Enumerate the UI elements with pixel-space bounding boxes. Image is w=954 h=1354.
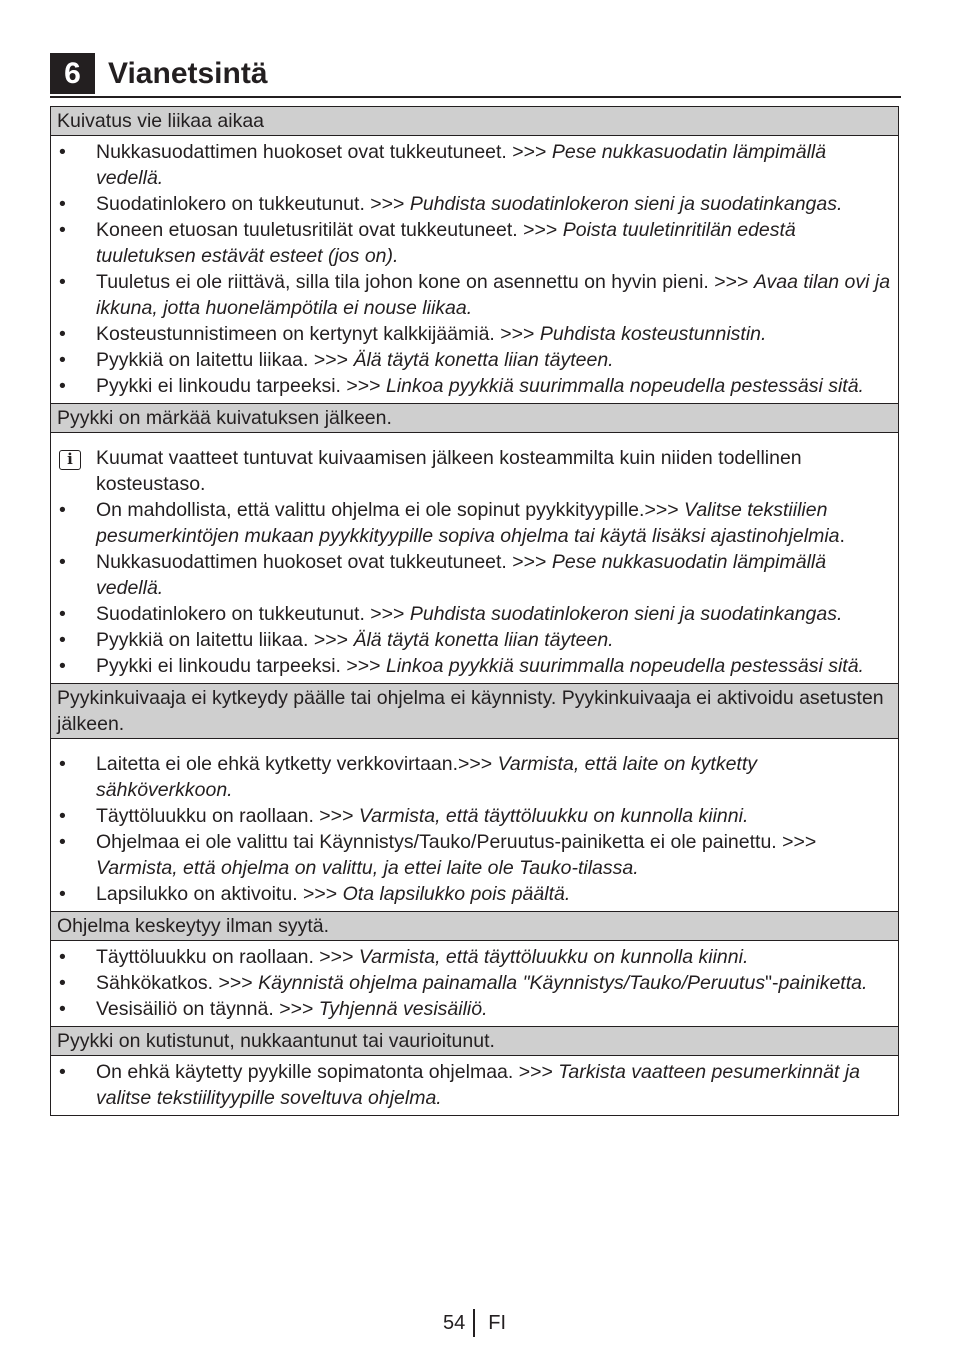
cause-text: Sähkökatkos. >>> [96, 972, 259, 994]
chapter-title: Vianetsintä [108, 57, 268, 90]
remedy-text: Valitse tekstiilien pesumerkintöjen mukaan pyykkityypille sopiva ohjelma tai käytä lisäksi ajastinohjelmia [96, 499, 840, 547]
bullet-marker: • [59, 375, 66, 397]
cause-text: Pyykki ei linkoudu tarpeeksi. >>> [96, 655, 386, 677]
remedy-text: Käynnistä ohjelma painamalla "Käynnistys/Tauko/Peruutus [258, 972, 766, 994]
list-item [57, 191, 892, 217]
cause-text: Laitetta ei ole ehkä kytketty verkkovirtaan.>>> [96, 753, 498, 775]
info-text: Kuumat vaatteet tuntuvat kuivaamisen jälkeen kosteammilta kuin niiden todellinen kosteustaso. [96, 447, 802, 495]
remedy-text: Pese nukkasuodatin lämpimällä vedellä. [96, 551, 827, 599]
remedy-text: Tyhjennä vesisäiliö. [318, 998, 488, 1020]
page-number: 54 [443, 1312, 466, 1334]
cause-text: Pyykkiä on laitettu liikaa. >>> [96, 349, 354, 371]
remedy-text: Poista tuuletinritilän edestä tuuletuksen estävät esteet (jos on). [96, 219, 796, 267]
list-item [57, 497, 892, 549]
list-item [57, 1059, 892, 1111]
cause-text: Koneen etuosan tuuletusritilät ovat tukkeutuneet. >>> [96, 219, 563, 241]
list-item [57, 269, 892, 321]
list-item [57, 829, 892, 881]
remedy-text: Puhdista suodatinlokeron sieni ja suodatinkangas. [409, 603, 843, 625]
cause-text: Lapsilukko on aktivoitu. >>> [96, 883, 343, 905]
section-heading: Pyykki on kutistunut, nukkaantunut tai vaurioitunut. [51, 1027, 898, 1056]
remedy-text: Tarkista vaatteen pesumerkinnät ja valitse tekstiilityypille soveltuva ohjelma. [96, 1061, 860, 1109]
remedy-text: Varmista, että täyttöluukku on kunnolla kiinni. [358, 805, 749, 827]
list-item [57, 881, 892, 907]
info-note [57, 445, 892, 497]
remedy-text: Pese nukkasuodatin lämpimällä vedellä. [96, 141, 827, 189]
list-item [57, 347, 892, 373]
page-footer [443, 1309, 506, 1337]
info-icon: i [59, 450, 81, 470]
cause-text: Kosteustunnistimeen on kertynyt kalkkijäämiä. >>> [96, 323, 540, 345]
cause-text: On mahdollista, että valittu ohjelma ei ole sopinut pyykkityypille.>>> [96, 499, 685, 521]
bullet-marker: • [59, 349, 66, 371]
cause-text: Tuuletus ei ole riittävä, silla tila johon kone on asennettu on hyvin pieni. >>> [96, 271, 754, 293]
bullet-marker: • [59, 271, 66, 293]
language-code: FI [488, 1312, 507, 1334]
list-item [57, 627, 892, 653]
section-heading: Pyykinkuivaaja ei kytkeydy päälle tai ohjelma ei käynnisty. Pyykinkuivaaja ei aktivoidu asetusten jälkeen. [51, 684, 898, 739]
cause-text: Ohjelmaa ei ole valittu tai Käynnistys/Tauko/Peruutus-painiketta ei ole painettu. >>> [96, 831, 817, 853]
section-body [51, 433, 898, 684]
list-item [57, 996, 892, 1022]
list-item [57, 601, 892, 627]
cause-text: Pyykkiä on laitettu liikaa. >>> [96, 629, 354, 651]
remedy-text: Linkoa pyykkiä suurimmalla nopeudella pestessäsi sitä. [385, 655, 864, 677]
cause-text: Suodatinlokero on tukkeutunut. >>> [96, 193, 410, 215]
bullet-marker: • [59, 655, 66, 677]
bullet-marker: • [59, 1061, 66, 1083]
remedy-text: Linkoa pyykkiä suurimmalla nopeudella pestessäsi sitä. [385, 375, 864, 397]
remedy-text: Varmista, että ohjelma on valittu, ja ettei laite ole Tauko-tilassa. [96, 857, 639, 879]
cause-text: Suodatinlokero on tukkeutunut. >>> [96, 603, 410, 625]
list-item [57, 970, 892, 996]
remedy-text: Ota lapsilukko pois päältä. [342, 883, 571, 905]
list-item [57, 549, 892, 601]
cause-text: On ehkä käytetty pyykille sopimatonta ohjelmaa. >>> [96, 1061, 559, 1083]
remedy-text: Varmista, että laite on kytketty sähköverkkoon. [96, 753, 757, 801]
list-item [57, 653, 892, 679]
remedy-text-continued: painiketta. [778, 972, 868, 994]
remedy-text: Puhdista suodatinlokeron sieni ja suodatinkangas. [409, 193, 843, 215]
list-item [57, 803, 892, 829]
section-heading: Kuivatus vie liikaa aikaa [51, 107, 898, 136]
remedy-text: Älä täytä konetta liian täyteen. [353, 629, 614, 651]
cause-text: Vesisäiliö on täynnä. >>> [96, 998, 319, 1020]
list-item [57, 321, 892, 347]
bullet-marker: • [59, 219, 66, 241]
bullet-marker: • [59, 603, 66, 625]
bullet-marker: • [59, 831, 66, 853]
chapter-number: 6 [50, 53, 95, 94]
remedy-text: Avaa tilan ovi ja ikkuna, jotta huonelämpötila ei nouse liikaa. [96, 271, 891, 319]
bullet-marker: • [59, 193, 66, 215]
list-item [57, 217, 892, 269]
list-item [57, 373, 892, 399]
troubleshooting-table [50, 106, 899, 1116]
trailing-text: "- [765, 972, 779, 994]
chapter-header [50, 52, 901, 98]
section-heading: Ohjelma keskeytyy ilman syytä. [51, 912, 898, 941]
remedy-text: Älä täytä konetta liian täyteen. [353, 349, 614, 371]
bullet-marker: • [59, 972, 66, 994]
list-item [57, 944, 892, 970]
cause-text: Nukkasuodattimen huokoset ovat tukkeutuneet. >>> [96, 141, 552, 163]
bullet-marker: • [59, 805, 66, 827]
cause-text: Täyttöluukku on raollaan. >>> [96, 946, 359, 968]
section-heading: Pyykki on märkää kuivatuksen jälkeen. [51, 404, 898, 433]
bullet-marker: • [59, 551, 66, 573]
trailing-text: . [839, 525, 845, 547]
section-body [51, 1056, 898, 1115]
bullet-marker: • [59, 499, 66, 521]
section-body [51, 941, 898, 1027]
bullet-marker: • [59, 323, 66, 345]
bullet-marker: • [59, 629, 66, 651]
remedy-text: Puhdista kosteustunnistin. [539, 323, 767, 345]
bullet-marker: • [59, 998, 66, 1020]
cause-text: Täyttöluukku on raollaan. >>> [96, 805, 359, 827]
list-item [57, 139, 892, 191]
bullet-marker: • [59, 753, 66, 775]
bullet-marker: • [59, 946, 66, 968]
bullet-marker: • [59, 883, 66, 905]
section-body [51, 136, 898, 404]
cause-text: Nukkasuodattimen huokoset ovat tukkeutuneet. >>> [96, 551, 552, 573]
bullet-marker: • [59, 141, 66, 163]
remedy-text: Varmista, että täyttöluukku on kunnolla kiinni. [358, 946, 749, 968]
cause-text: Pyykki ei linkoudu tarpeeksi. >>> [96, 375, 386, 397]
list-item [57, 751, 892, 803]
section-body [51, 739, 898, 912]
